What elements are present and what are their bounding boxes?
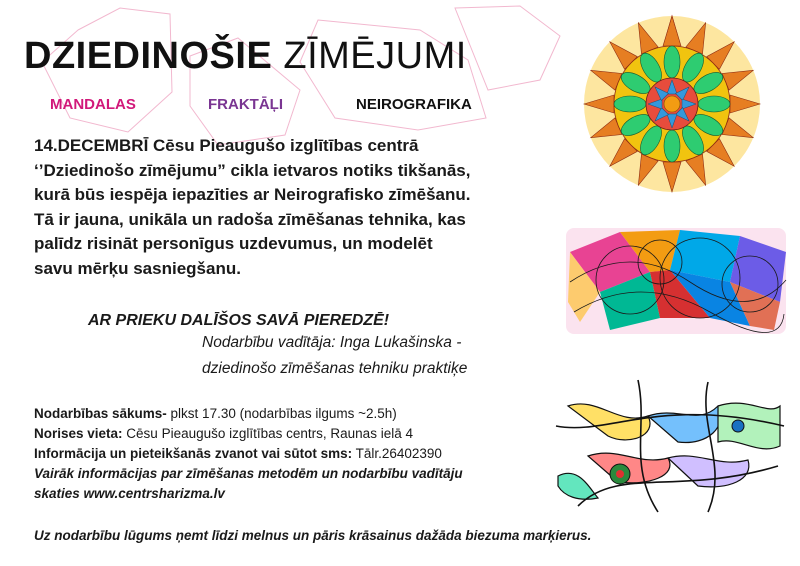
place-info [34,424,413,444]
leader-line-2: dziedinošo zīmēšanas tehniku praktiķe [202,360,468,377]
slogan: AR PRIEKU DALĪŠOS SAVĀ PIEREDZĒ! [88,312,390,329]
contact-phone: Tālr.26402390 [352,446,442,461]
tag-mandalas: MANDALAS [50,96,136,113]
bottom-note: Uz nodarbību lūgums ņemt līdzi melnus un pāris krāsainus dažāda biezuma marķierus. [34,528,592,543]
place-value: Cēsu Pieaugušo izglītības centrs, Raunas ielā 4 [122,426,413,441]
intro-line: kurā būs iespēja iepazīties ar Neirografisko zīmēšanu. [34,185,471,204]
place-label: Norises vieta: [34,426,123,441]
contact-label: Informācija un pieteikšanās zvanot vai sūtot sms: [34,446,353,461]
intro-line: palīdz risināt personīgus uzdevumus, un modelēt [34,234,433,253]
start-info [34,404,397,424]
page-title [24,34,467,78]
intro-paragraph [34,134,554,281]
tag-neirografika: NEIROGRAFIKA [356,96,472,113]
neurographic-image [548,366,792,516]
mandala-image [582,14,762,194]
more-info-line-1: Vairāk informācijas par zīmēšanas metodēm un nodarbību vadītāju [34,466,463,481]
contact-info [34,444,442,464]
title-bold: DZIEDINOŠIE [24,35,273,77]
fractal-image [560,222,792,340]
tag-fraktali: FRAKTĀĻI [208,96,283,113]
start-value: plkst 17.30 (nodarbības ilgums ~2.5h) [166,406,397,421]
title-light: ZĪMĒJUMI [283,35,467,77]
more-info [34,464,554,504]
intro-line: savu mērķu sasniegšanu. [34,258,241,278]
more-info-link[interactable]: skaties www.centrsharizma.lv [34,486,225,501]
intro-line: Tā ir jauna, unikāla un radoša zīmēšanas tehnika, kas [34,209,466,229]
intro-line: 14.DECEMBRĪ Cēsu Pieaugušo izglītības centrā [34,136,419,155]
start-label: Nodarbības sākums- [34,406,167,421]
leader-line-1: Nodarbību vadītāja: Inga Lukašinska - [202,334,462,351]
intro-line: ‘’Dziedinošo zīmējumu” cikla ietvaros notiks tikšanās, [34,160,471,180]
